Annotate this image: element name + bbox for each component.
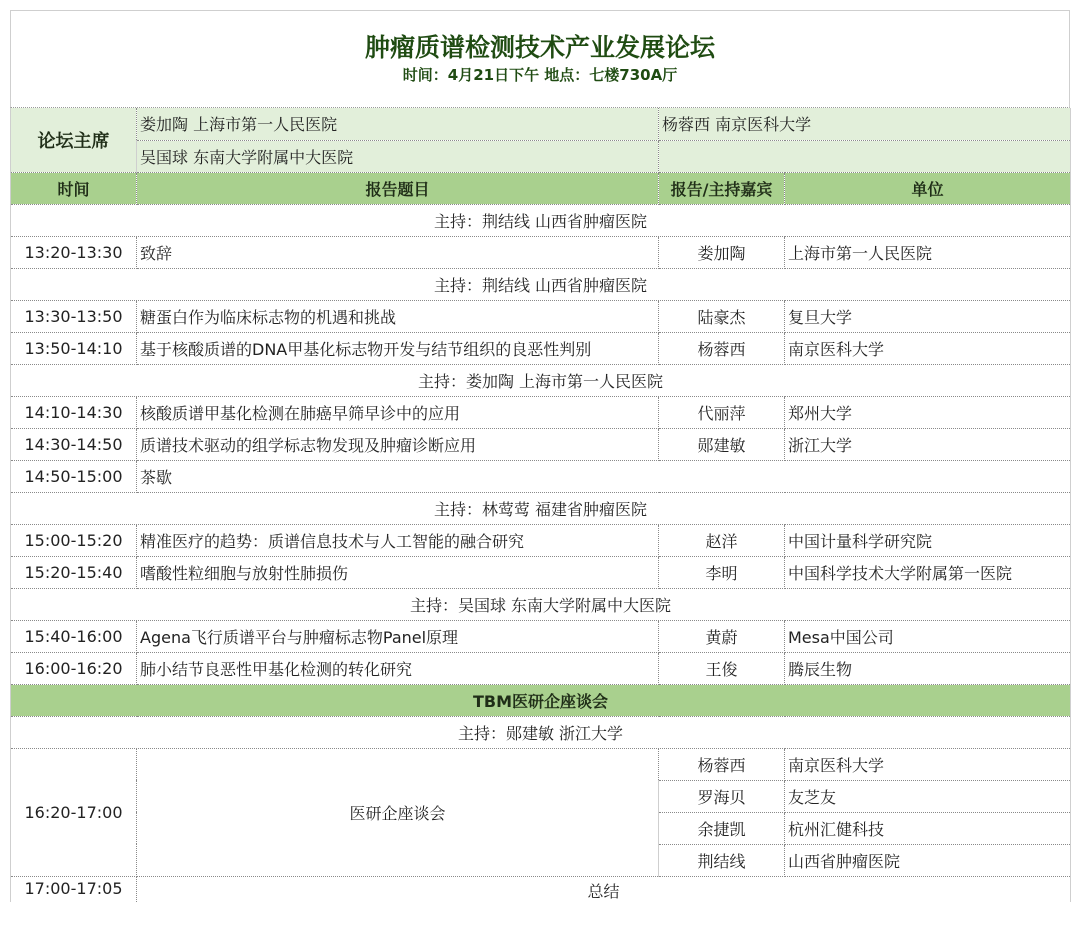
org-cell: 上海市第一人民医院 [785, 236, 1071, 268]
topic-cell: 医研企座谈会 [137, 748, 659, 876]
org-cell: 腾辰生物 [785, 652, 1071, 684]
chair-row [11, 140, 1071, 172]
chair-cell [659, 140, 1071, 172]
table-row [11, 236, 1071, 268]
host-row [11, 364, 1071, 396]
host-text: 主持：郧建敏 浙江大学 [11, 716, 1071, 748]
header-topic: 报告题目 [137, 172, 659, 204]
time-cell: 13:50-14:10 [11, 332, 137, 364]
break-text: 茶歇 [137, 460, 1071, 492]
table-row [11, 556, 1071, 588]
org-cell: 山西省肿瘤医院 [785, 844, 1071, 876]
closing-row [11, 876, 1071, 902]
time-cell: 14:30-14:50 [11, 428, 137, 460]
chair-cell: 吴国球 东南大学附属中大医院 [137, 140, 659, 172]
topic-cell: 精准医疗的趋势：质谱信息技术与人工智能的融合研究 [137, 524, 659, 556]
host-row [11, 204, 1071, 236]
session-title: TBM医研企座谈会 [11, 684, 1071, 716]
org-cell: 友芝友 [785, 780, 1071, 812]
host-text: 主持：荆结线 山西省肿瘤医院 [11, 268, 1071, 300]
chair-row [11, 108, 1071, 140]
time-cell: 17:00-17:05 [11, 876, 137, 902]
chair-cell: 娄加陶 上海市第一人民医院 [137, 108, 659, 140]
title-block [10, 10, 1070, 108]
speaker-cell: 荆结线 [659, 844, 785, 876]
speaker-cell: 杨蓉西 [659, 332, 785, 364]
table-row [11, 524, 1071, 556]
table-row [11, 620, 1071, 652]
host-row [11, 268, 1071, 300]
table-row [11, 652, 1071, 684]
host-text: 主持：荆结线 山西省肿瘤医院 [11, 204, 1071, 236]
speaker-cell: 李明 [659, 556, 785, 588]
page-title: 肿瘤质谱检测技术产业发展论坛 [364, 33, 715, 62]
table-row [11, 332, 1071, 364]
time-cell: 14:50-15:00 [11, 460, 137, 492]
page-subtitle: 时间：4月21日下午 地点：七楼730A厅 [402, 66, 678, 84]
topic-cell: 肺小结节良恶性甲基化检测的转化研究 [137, 652, 659, 684]
header-speaker: 报告/主持嘉宾 [659, 172, 785, 204]
speaker-cell: 王俊 [659, 652, 785, 684]
org-cell: 南京医科大学 [785, 748, 1071, 780]
host-text: 主持：吴国球 东南大学附属中大医院 [11, 588, 1071, 620]
org-cell: Mesa中国公司 [785, 620, 1071, 652]
header-org: 单位 [785, 172, 1071, 204]
speaker-cell: 余捷凯 [659, 812, 785, 844]
closing-text: 总结 [137, 876, 1071, 902]
speaker-cell: 黄蔚 [659, 620, 785, 652]
time-cell: 13:20-13:30 [11, 236, 137, 268]
time-cell: 14:10-14:30 [11, 396, 137, 428]
session-row [11, 684, 1071, 716]
speaker-cell: 郧建敏 [659, 428, 785, 460]
org-cell: 南京医科大学 [785, 332, 1071, 364]
speaker-cell: 赵洋 [659, 524, 785, 556]
speaker-cell: 代丽萍 [659, 396, 785, 428]
topic-cell: 致辞 [137, 236, 659, 268]
org-cell: 中国计量科学研究院 [785, 524, 1071, 556]
topic-cell: 糖蛋白作为临床标志物的机遇和挑战 [137, 300, 659, 332]
agenda-table [10, 108, 1071, 902]
org-cell: 复旦大学 [785, 300, 1071, 332]
time-cell: 16:20-17:00 [11, 748, 137, 876]
speaker-cell: 罗海贝 [659, 780, 785, 812]
org-cell: 郑州大学 [785, 396, 1071, 428]
org-cell: 杭州汇健科技 [785, 812, 1071, 844]
time-cell: 15:40-16:00 [11, 620, 137, 652]
break-row [11, 460, 1071, 492]
host-text: 主持：娄加陶 上海市第一人民医院 [11, 364, 1071, 396]
host-row [11, 716, 1071, 748]
time-cell: 15:20-15:40 [11, 556, 137, 588]
speaker-cell: 杨蓉西 [659, 748, 785, 780]
table-row [11, 300, 1071, 332]
panel-row [11, 748, 1071, 780]
speaker-cell: 陆豪杰 [659, 300, 785, 332]
header-row [11, 172, 1071, 204]
host-row [11, 588, 1071, 620]
org-cell: 浙江大学 [785, 428, 1071, 460]
topic-cell: Agena飞行质谱平台与肿瘤标志物Panel原理 [137, 620, 659, 652]
time-cell: 15:00-15:20 [11, 524, 137, 556]
chair-label: 论坛主席 [11, 108, 137, 172]
header-time: 时间 [11, 172, 137, 204]
table-row [11, 428, 1071, 460]
agenda-sheet [10, 10, 1070, 902]
time-cell: 16:00-16:20 [11, 652, 137, 684]
host-row [11, 492, 1071, 524]
host-text: 主持：林莺莺 福建省肿瘤医院 [11, 492, 1071, 524]
chair-cell: 杨蓉西 南京医科大学 [659, 108, 1071, 140]
topic-cell: 核酸质谱甲基化检测在肺癌早筛早诊中的应用 [137, 396, 659, 428]
topic-cell: 质谱技术驱动的组学标志物发现及肿瘤诊断应用 [137, 428, 659, 460]
time-cell: 13:30-13:50 [11, 300, 137, 332]
table-row [11, 396, 1071, 428]
topic-cell: 基于核酸质谱的DNA甲基化标志物开发与结节组织的良恶性判别 [137, 332, 659, 364]
org-cell: 中国科学技术大学附属第一医院 [785, 556, 1071, 588]
topic-cell: 嗜酸性粒细胞与放射性肺损伤 [137, 556, 659, 588]
speaker-cell: 娄加陶 [659, 236, 785, 268]
